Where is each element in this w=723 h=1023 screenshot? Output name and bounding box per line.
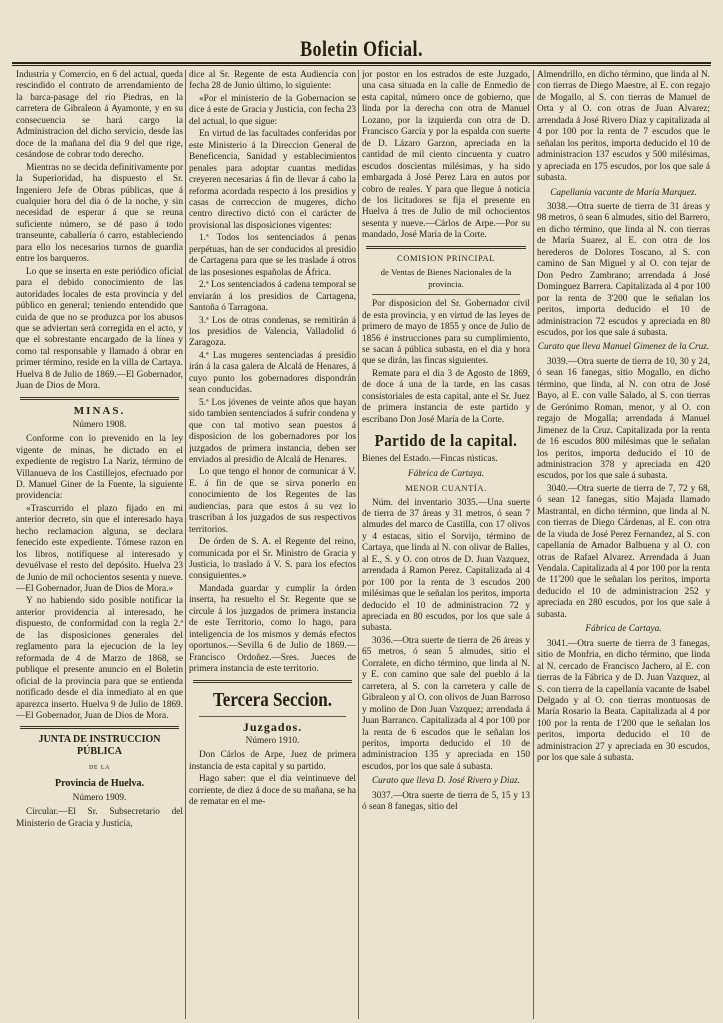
column-1 [16, 70, 183, 1017]
paragraph: De órden de S. A. el Regente del reino, comunicada por el Sr. Ministro de Gracia y Justicia, lo traslado á V. S. para los efectos consiguientes.» [189, 537, 356, 582]
section-heading-partido: Partido de la capital. [374, 431, 518, 451]
paragraph: 3037.—Otra suerte de tierra de 5, 15 y 13 ó sean 8 fanegas, sitio del [362, 790, 530, 813]
section-subheading: Provincia de Huelva. [55, 777, 144, 789]
column-divider [533, 70, 534, 1019]
subheading-fabrica: Fábrica de Cartaya. [407, 468, 485, 479]
section-divider [20, 726, 179, 729]
paragraph: En virtud de las facultades conferidas por este Ministerio á la Direccion General de Beneficencia, Sanidad y establecimientos penales para adoptar cuantas medidas creyeren necesarias á fin de llevar á cabo la reforma acordada respecto á los presidios y casas de correccion de mugeres, dicho centro directivo dictó con el carácter de provisional las disposiciones vigentes: [189, 129, 356, 231]
section-heading-juzgados: Juzgados. [242, 719, 303, 734]
paragraph: 3036.—Otra suerte de tierra de 26 áreas y 65 metros, ó sean 5 almudes, sitio el Corralete, en dicho término, que linda al N. y E. con camino que sale del pueblo á la carretera, al S. con la carretera y calle de Gibraleon y al O. con olivos de Juan Barroso y molino de Don Juan Vazquez; arrendada á Juan Barranco. Capitalizada al 4 por 100 por la renta de 6 escudos que le señalan los peritos, importa deducido el 10 de administracion 135 y apreciada en 150 escudos, por los que sale á subasta. [362, 635, 530, 772]
section-divider [366, 246, 526, 249]
section-heading-tercera: Tercera Seccion. [213, 688, 332, 711]
paragraph: dice al Sr. Regente de esta Audiencia con fecha 28 de Junio último, lo siguiente: [189, 70, 356, 92]
column-4 [537, 70, 710, 1017]
subheading-capellania: Capellanía vacante de María Marquez. [550, 187, 697, 198]
paragraph: Y no habiendo sido posible notificar la anterior providencia al interesado, he dispuesto, de conformidad con la regla 2.ª de las disposiciones generales del reglamento para la ejecucion de la ley reformada de 4 de Marzo de 1868, se publique el presente anuncio en el Boletin oficial de la provincia para que se entienda notificado desde el dia inmediato al en que aparezca inserto. Huelva 9 de Julio de 1869.—El Gobernador, Juan de Dios de Mora. [16, 596, 183, 722]
header-rule [12, 62, 711, 64]
paragraph: 4.ª Las mugeres sentenciadas á presidio irán á la casa galera de Alcalá de Henares, á cuyo punto los gobernadores dispondrán sean conducidas. [189, 350, 356, 396]
section-heading-comision: COMISION PRINCIPAL [396, 252, 496, 263]
section-divider [372, 294, 520, 295]
paragraph: Por disposicion del Sr. Gobernador civil de esta provincia, y en virtud de las leyes de primero de mayo de 1855 y once de Julio de 1856 é instrucciones para su cumplimiento, se sacan á pública subasta, en el dia y hora que se dirán, las fincas siguientes. [362, 299, 530, 367]
paragraph: 1.ª Todos los sentenciados á penas perpétuas, han de ser conducidos al presidio de Cartagena para que se les traslade á otros de las posesiones españolas de África. [189, 233, 356, 278]
paragraph: 3041.—Otra suerte de tierra de 3 fanegas, sitio de Monfria, en dicho término, que linda al N. cercado de Francisco Jachero, al E. con tierras de la Fábrica y de D. Juan Vazquez, al S. con tierra de la capellanía vacante de Isabel Delgado y al O. con tierras montuosas de María Rosario la Beata. Capitalizada al 4 por 100 por la renta de 1'200 que le señalan los peritos, importa deducido el 10 de administracion 27 y apreciada en 30 escudos, por los que sale á subasta. [537, 638, 710, 764]
subheading-curato: Curato que lleva Manuel Gimenez de la Cruz. [537, 342, 710, 353]
paragraph: Bienes del Estado.—Fincas rústicas. [362, 454, 498, 465]
section-heading-minas: MINAS. [73, 404, 126, 417]
column-divider [358, 70, 359, 1019]
paragraph: Remate para el dia 3 de Agosto de 1869, de doce á una de la tarde, en las casas consistoriales de esta capital, ante el Sr. Juez de primera instancia de este partido y escribano Don José María de la Corte. [362, 368, 530, 425]
notice-number: Número 1909. [72, 792, 127, 803]
paragraph: «Por el ministerio de la Gobernacion se dice á este de Gracia y Justicia, con fecha 23 del actual, lo que sigue: [189, 93, 356, 127]
section-subheading: de Ventas de Bienes Nacionales de la provincia. [380, 267, 512, 289]
paragraph: Conforme con lo prevenido en la ley vigente de minas, he dictado en el expediente de registro La Nariz, término de Villanueva de los Castillejos, efectuado por D. Manuel Giner de la Fuente, la siguiente providencia: [16, 434, 183, 502]
column-3 [362, 70, 530, 1017]
column-2 [189, 70, 356, 1017]
paragraph: Lo que se inserta en este periódico oficial para el debido conocimiento de las autoridades locales de esta provincia y del público en general; teniendo entendido que cuida de que no se produzca por los abusos que se adviertan será corregida en el acto, y que el sobrestante encargado de la línea y como tal responsable y llamado á obrar en primer término, reside en la villa de Cartaya. Huelva 8 de Julio de 1869.—El Gobernador, Juan de Dios de Mora. [16, 266, 183, 392]
section-divider [193, 680, 352, 683]
paragraph: Núm. del inventario 3035.—Una suerte de tierra de 37 áreas y 31 metros, ó sean 7 almudes del marco de Castilla, con 17 olivos y 4 estacas, sitio el Sorvijo, término de Cartaya, que linda al N. con olivar de Balles, al E., S. y O. con otros de D. Juan Vazquez, arrendada á Ramon Perez. Capitalizada al 4 por 100 por la renta de 3 escudos 200 milésimas que le señalan los peritos, importa deducido el 10 de administracion 72 y apreciada en 80 escudos, por los que sale á subasta. [362, 497, 530, 634]
paragraph: 3038.—Otra suerte de tierra de 31 áreas y 98 metros, ó sean 6 almudes, sitio del Barrero, en dicho término, que linda al N. con tierras de María Suarez, al E. con otra de los herederos de Dolores Toscano, al S. con camino de San Miguel y al O. con tejar de Don Pedro Zambrano; arrendada á José Dominguez Barrera. Capitalizada al 4 por 100 por la renta de 3'200 que le señalan los peritos, importa deducido el 10 de administracion 72 escudos y apreciada en 80 escudos, por los que sale á subasta. [537, 201, 710, 338]
section-divider [199, 716, 346, 717]
paragraph: 3039.—Otra suerte de tierra de 10, 30 y 24, ó sean 16 fanegas, sitio Mogallo, en dicho término, que linda, al N. con otra de José Bayo, al E. con valle Salado, al S. con tierras de Gerónimo Roman, menor, y al O. con regajo de Mogalla; arrendada á Manuel Jimenez de la Cruz. Capitalizada por la renta de 16 escudos 800 milésimas que le señalan los peritos, importa deducido el 10 de administracion 378 y apreciada en 420 escudos, por los que sale á subasta. [537, 356, 710, 482]
section-subheading: de la [88, 761, 111, 772]
section-divider [20, 397, 179, 400]
page-title: Boletin Oficial. [300, 36, 423, 61]
paragraph: 5.ª Los jóvenes de veinte años que hayan sido tambien sentenciados á sufrir condena y que con tal motivo sean puestos á disposicion de los gobernadores por los juzgados de primera instancia, deben ser enviados al presidio de Alcalá de Henares. [189, 397, 356, 465]
paragraph: 3040.—Otra suerte de tierra de 7, 72 y 68, ó sean 12 fanegas, sitio Majada llamado Mastrantal, en dicho término, que linda al N. con tierras de Diego Cárdenas, al E. con otra de la viuda de José Perez Fernandez, al S. con capellanía de Amador Balbuena y al O. con otras de Rafael Alvarez. Arrendada á Juan Vendala. Capitalizada al 4 por 100 por la renta de 11'200 que le señalan los peritos, importa deducido el 10 de administracion 252 y apreciada en 280 escudos, por los que sale á subasta. [537, 483, 710, 620]
notice-number: Número 1910. [245, 736, 300, 747]
paragraph: Mandada guardar y cumplir la órden inserta, ha resuelto el Sr. Regente que se circule á los juzgados de primera instancia de este Territorio, como lo hago, para inteligencia de los mismos y demás efectos oportunos.—Sevilla 6 de Julio de 1869.—Francisco Ordoñez.—Sres. Jueces de primera instancia de este territorio. [189, 583, 356, 675]
paragraph: 2.ª Los sentenciados á cadena temporal se enviarán á los presidios de Cartagena, Santoña ó Tarragona. [189, 280, 356, 314]
column-divider [185, 70, 186, 1019]
subheading-menor: MENOR CUANTÍA. [405, 483, 487, 494]
paragraph: Lo que tengo el honor de comunicar á V. E. á fin de que se sirva ponerlo en conocimiento de los Regentes de las audiencias, para que estos á su vez lo trascriban á los juzgados de sus respectivos territorios. [189, 467, 356, 535]
paragraph: Industria y Comercio, en 6 del actual, queda rescindido el contrato de arrendamiento de la barca-pasage del rio Piedras, en la carretera de Gibraleon á Ayamonte, y en su consecuencia se hará cargo la Administracion del dicho servicio, desde las doce de la mañana del dia 9 del que rige, cesándose de cobrar todo derecho. [16, 70, 183, 161]
paragraph: «Trascurrido el plazo fijado en mi anterior decreto, sin que el interesado haya hecho reclamacion alguna, se declara fenecido este expediente. Tómese razon en los libros, notifíquese al interesado y devuélvase el resto del depósito. Huelva 23 de Junio de mil ochocientos sesenta y nueve.—El Gobernador, Juan de Dios de Mora.» [16, 503, 183, 595]
paragraph: jor postor en los estrados de este Juzgado, una casa situada en la calle de Enmedio de esta capital, número once de gobierno, que linda por la derecha con otra de Manuel Lozano, por la izquierda con otra de D. Francisco García y por la espalda con suerte de D. Lázaro Garzon, apreciada en la cantidad de mil ciento cincuenta y cuatro escudos doscientas milésimas, y ha sido embargada á José Perez Lara en autos por cobro de reales. Y para que llegue á noticia de los licitadores se fija el presente en Huelva á tres de Julio de mil ochocientos sesenta y nueve.—Cárlos de Arpe.—Por su mandado, José María de la Corte. [362, 70, 530, 241]
paragraph: Circular.—El Sr. Subsecretario del Ministerio de Gracia y Justicia, [16, 807, 183, 829]
notice-number: Número 1908. [72, 419, 127, 430]
subheading-fabrica: Fábrica de Cartaya. [585, 624, 662, 635]
page-header [0, 0, 723, 64]
paragraph: Almendrillo, en dicho término, que linda al N. con tierras de Diego Maestre, al E. con regajo de Mogallo, al S. con tierras de Manuel de Orta y al O. con otras de Juan Alvarez; arrendada á José Rivero Diaz y capitalizada al 4 por 100 por la renta de 7 escudos que le señalan los peritos, importa deducido el 10 de administracion 137 escudos y 500 milésimas, y apreciada en 175 escudos, por los que sale á subasta. [537, 70, 710, 184]
section-heading-junta: JUNTA DE INSTRUCCION PÚBLICA [38, 734, 161, 758]
header-rule-thin [12, 65, 711, 66]
paragraph: Hago saber: que el dia veintinueve del corriente, de diez á doce de su mañana, se ha de rematar en el me- [189, 774, 356, 808]
paragraph: Don Cárlos de Arpe, Juez de primera instancia de esta capital y su partido. [189, 750, 356, 772]
subheading-curato: Curato que lleva D. José Rivero y Diaz. [371, 776, 521, 787]
paragraph: Mientras no se decida definitivamente por la Superioridad, ha dispuesto el Sr. Ingeniero Jefe de Obras públicas, que á cualquier hora del dia ó de la noche, y sin necesidad de esperar á que se reuna suficiente número, se dé paso á todo transeunte, caballería ó carro, estableciendo para ello los necesarios turnos de guardia entre los barqueros. [16, 162, 183, 265]
paragraph: 3.ª Los de otras condenas, se remitirán á los presidios de Valencia, Valladolid ó Zaragoza. [189, 315, 356, 349]
